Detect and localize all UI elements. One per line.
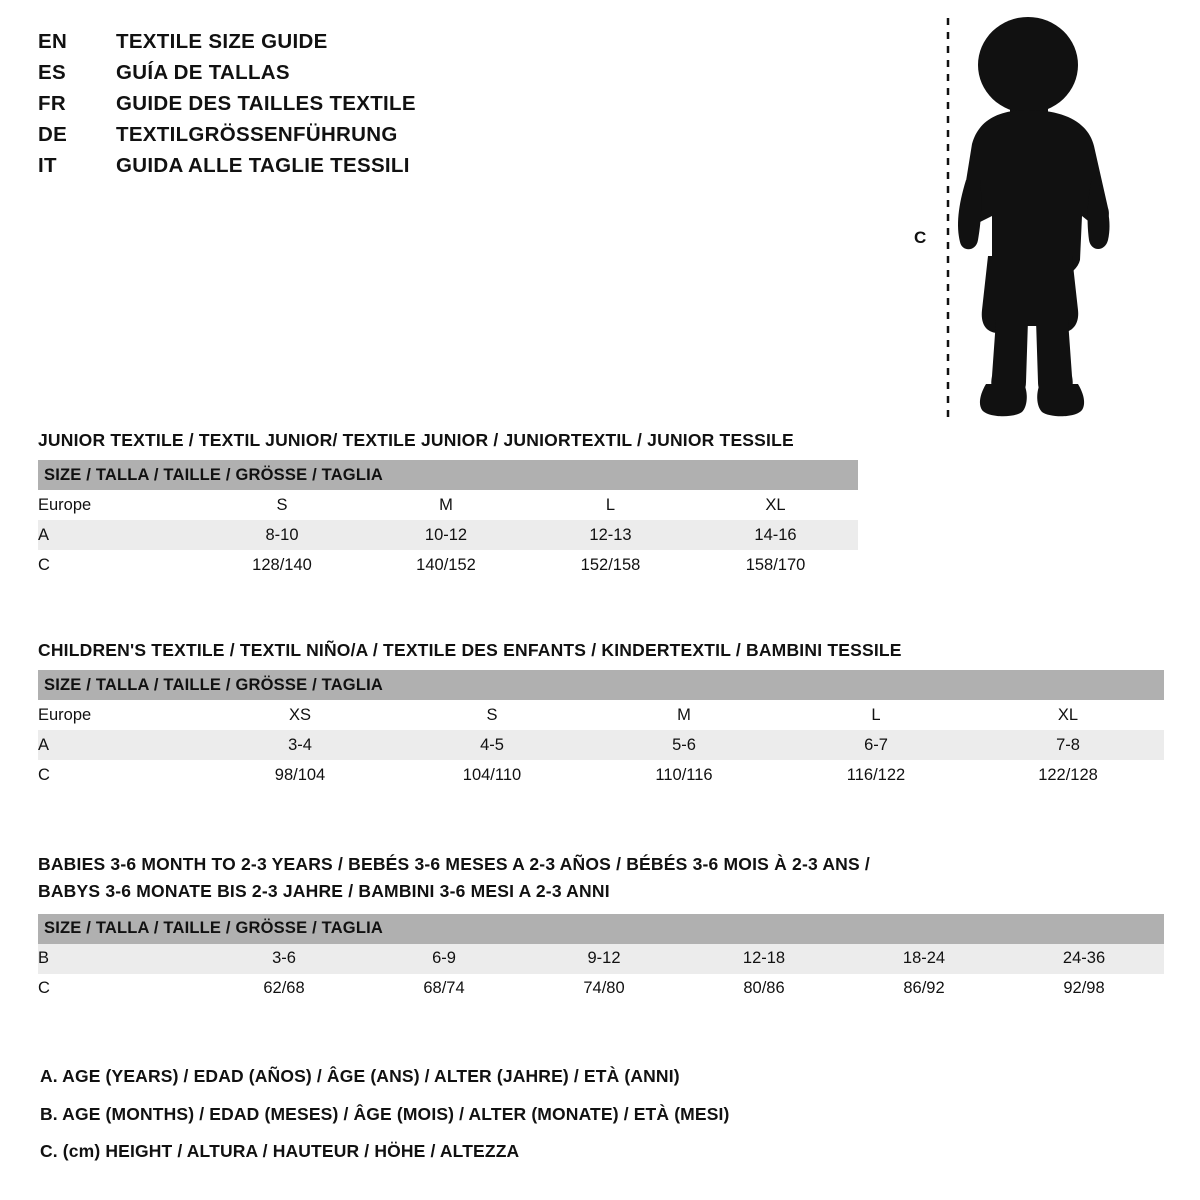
- babies-row-c-v4: 80/86: [684, 974, 844, 1004]
- section-babies-title-line1: BABIES 3-6 MONTH TO 2-3 YEARS / BEBÉS 3-6 MESES A 2-3 AÑOS / BÉBÉS 3-6 MOIS À 2-3 ANS /: [38, 854, 870, 874]
- babies-row-b-v1: 3-6: [204, 944, 364, 974]
- language-code-fr: FR: [38, 92, 66, 115]
- legend-line-b: B. AGE (MONTHS) / EDAD (MESES) / ÂGE (MOIS) / ALTER (MONATE) / ETÀ (MESI): [40, 1103, 730, 1124]
- babies-size-table: [38, 914, 1164, 1004]
- junior-region-label: Europe: [38, 490, 200, 520]
- height-measure-label: C: [914, 228, 927, 247]
- babies-row-b-v4: 12-18: [684, 944, 844, 974]
- children-row-a-v1: 3-4: [204, 730, 396, 760]
- children-size-xs: XS: [204, 700, 396, 730]
- language-header-block: [38, 30, 598, 185]
- babies-row-c-v6: 92/98: [1004, 974, 1164, 1004]
- children-row-a-v5: 7-8: [972, 730, 1164, 760]
- babies-row-b-v2: 6-9: [364, 944, 524, 974]
- junior-row-c-v3: 152/158: [528, 550, 693, 580]
- babies-row-c-v1: 62/68: [204, 974, 364, 1004]
- language-code-it: IT: [38, 154, 57, 177]
- language-row-en: [38, 30, 598, 61]
- babies-row-c-v3: 74/80: [524, 974, 684, 1004]
- children-row-a-label: A: [38, 730, 204, 760]
- children-row-a-v2: 4-5: [396, 730, 588, 760]
- junior-size-m: M: [364, 490, 528, 520]
- section-children-title: CHILDREN'S TEXTILE / TEXTIL NIÑO/A / TEXTILE DES ENFANTS / KINDERTEXTIL / BAMBINI TESSILE: [38, 640, 902, 660]
- table-row: [38, 490, 858, 520]
- children-size-xl: XL: [972, 700, 1164, 730]
- section-junior-title: JUNIOR TEXTILE / TEXTIL JUNIOR/ TEXTILE JUNIOR / JUNIORTEXTIL / JUNIOR TESSILE: [38, 430, 794, 450]
- language-title-es: GUÍA DE TALLAS: [116, 61, 290, 84]
- table-header-row: [38, 670, 1164, 700]
- junior-row-a-v2: 10-12: [364, 520, 528, 550]
- child-silhouette-icon: [900, 10, 1160, 430]
- language-row-it: [38, 154, 598, 185]
- table-row: [38, 520, 858, 550]
- children-size-l: L: [780, 700, 972, 730]
- section-babies: [38, 852, 1164, 1004]
- babies-row-b-v5: 18-24: [844, 944, 1004, 974]
- children-region-label: Europe: [38, 700, 204, 730]
- junior-row-c-label: C: [38, 550, 200, 580]
- table-header-row: [38, 914, 1164, 944]
- table-row: [38, 944, 1164, 974]
- babies-row-c-label: C: [38, 974, 204, 1004]
- babies-row-c-v5: 86/92: [844, 974, 1004, 1004]
- children-row-c-v2: 104/110: [396, 760, 588, 790]
- legend-block: [40, 1068, 1140, 1181]
- language-title-it: GUIDA ALLE TAGLIE TESSILI: [116, 154, 410, 177]
- table-row: [38, 760, 1164, 790]
- section-children: [38, 640, 1164, 790]
- babies-head-label: SIZE / TALLA / TAILLE / GRÖSSE / TAGLIA: [38, 914, 1164, 944]
- junior-row-a-label: A: [38, 520, 200, 550]
- section-babies-title-line2: BABYS 3-6 MONATE BIS 2-3 JAHRE / BAMBINI 3-6 MESI A 2-3 ANNI: [38, 881, 610, 902]
- language-row-fr: [38, 92, 598, 123]
- children-row-c-v5: 122/128: [972, 760, 1164, 790]
- children-head-label: SIZE / TALLA / TAILLE / GRÖSSE / TAGLIA: [38, 670, 1164, 700]
- junior-row-a-v3: 12-13: [528, 520, 693, 550]
- junior-row-a-v4: 14-16: [693, 520, 858, 550]
- language-code-en: EN: [38, 30, 68, 53]
- language-title-en: TEXTILE SIZE GUIDE: [116, 30, 328, 53]
- language-row-es: [38, 61, 598, 92]
- babies-row-b-v6: 24-36: [1004, 944, 1164, 974]
- table-row: [38, 974, 1164, 1004]
- child-silhouette-figure: [900, 10, 1160, 430]
- language-code-es: ES: [38, 61, 66, 84]
- children-row-a-v4: 6-7: [780, 730, 972, 760]
- legend-line-c: C. (cm) HEIGHT / ALTURA / HAUTEUR / HÖHE / ALTEZZA: [40, 1141, 520, 1161]
- table-row: [38, 700, 1164, 730]
- children-size-m: M: [588, 700, 780, 730]
- table-header-row: [38, 460, 858, 490]
- junior-row-a-v1: 8-10: [200, 520, 364, 550]
- children-size-s: S: [396, 700, 588, 730]
- babies-row-b-v3: 9-12: [524, 944, 684, 974]
- table-row: [38, 550, 858, 580]
- children-row-c-v3: 110/116: [588, 760, 780, 790]
- junior-row-c-v4: 158/170: [693, 550, 858, 580]
- children-row-c-v4: 116/122: [780, 760, 972, 790]
- junior-size-l: L: [528, 490, 693, 520]
- junior-size-table: [38, 460, 858, 580]
- junior-size-s: S: [200, 490, 364, 520]
- babies-row-b-label: B: [38, 944, 204, 974]
- section-junior: [38, 430, 1164, 580]
- babies-row-c-v2: 68/74: [364, 974, 524, 1004]
- children-row-c-label: C: [38, 760, 204, 790]
- junior-row-c-v1: 128/140: [200, 550, 364, 580]
- language-code-de: DE: [38, 123, 68, 146]
- table-row: [38, 730, 1164, 760]
- language-title-fr: GUIDE DES TAILLES TEXTILE: [116, 92, 416, 115]
- children-row-c-v1: 98/104: [204, 760, 396, 790]
- junior-head-label: SIZE / TALLA / TAILLE / GRÖSSE / TAGLIA: [38, 460, 858, 490]
- children-size-table: [38, 670, 1164, 790]
- junior-size-xl: XL: [693, 490, 858, 520]
- language-row-de: [38, 123, 598, 154]
- children-row-a-v3: 5-6: [588, 730, 780, 760]
- legend-line-a: A. AGE (YEARS) / EDAD (AÑOS) / ÂGE (ANS) / ALTER (JAHRE) / ETÀ (ANNI): [40, 1066, 680, 1086]
- junior-row-c-v2: 140/152: [364, 550, 528, 580]
- language-title-de: TEXTILGRÖSSENFÜHRUNG: [116, 123, 398, 146]
